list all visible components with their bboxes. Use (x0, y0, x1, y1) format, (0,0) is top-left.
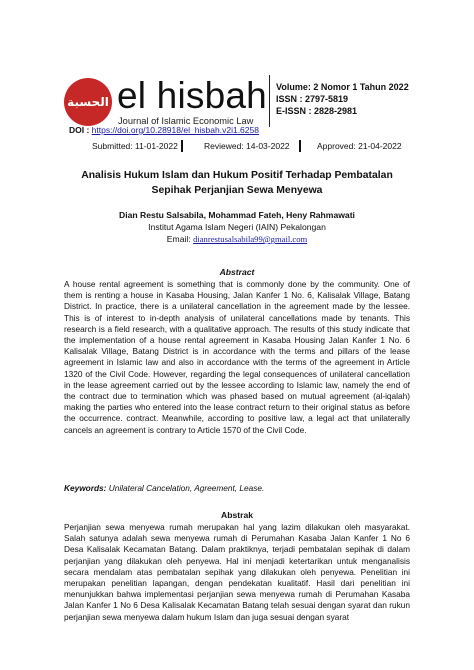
issn-block (276, 81, 409, 117)
abstract-heading: Abstract (219, 267, 255, 277)
journal-logo-icon (64, 78, 112, 126)
doi-link[interactable]: https://doi.org/10.28918/el_hisbah.v2i1.6258 (91, 125, 259, 135)
paper-affiliation: Institut Agama Islam Negeri (IAIN) Pekalongan (148, 222, 326, 232)
abstrak-text: Perjanjian sewa menyewa rumah merupakan hal yang lazim dilakukan oleh masyarakat. Salah satunya adalah sewa menyewa rumah di Perumahan Kasaba Jalan Kanfer 1 No 6 Desa Kalisalak Kecamatan Batang. Dalam praktiknya, terjadi pembatalan sepihak di dalam perjanjian yang dilakukan oleh penyewa. Hal ini menjadi ketertarikan untuk menganalisis secara mendalam atas pembatalan sepihak yang dilakukan oleh penyewa. Penelitian ini merupakan penelitian lapangan, dengan pendekatan kualitatif. Hasil dari penelitian ini menunjukkan bahwa implementasi perjanjian sewa menyewa rumah di Perumahan Kasaba Jalan Kanfer 1 No 6 Desa Kalisalak Kecamatan Batang telah sesuai dengan syarat dan rukun perjanjian sewa menyewa dalam hukum Islam dan juga sesuai dengan syarat (64, 522, 410, 622)
submitted-date: Submitted: 11-01-2022 (92, 141, 178, 151)
keywords-text: Unilateral Cancelation, Agreement, Lease. (106, 483, 265, 493)
logo-text: الحسبة (67, 95, 109, 109)
email-line (64, 234, 410, 244)
abstract-text: A house rental agreement is something that is commonly done by the community. One of them is renting a house in Kasaba Housing, Jalan Kanfer 1 No. 6, Kalisalak Village, Batang District. In practice, there is a unilateral cancellation in the agreement made by the lessee. This is of interest to in-depth analysis of unilateral cancellations made by tenants. This research is a field research, with a qualitative approach. The results of this study indicate that the implementation of a house rental agreement in Kasaba Housing Jalan Kanfer 1 No. 6 Kalisalak Village, Batang District is in accordance with the terms and pillars of the lease agreement in Islamic law and also in accordance with the terms of the agreement in Article 1320 of the Civil Code. However, regarding the legal consequences of unilateral cancellation in the lease agreement carried out by the lessee according to Islamic law, namely the end of the contract due to termination which was phased based on mutual agreement (al-iqalah) making the parties who entered into the lease contract return to their original status as before the occurrence. contract. Meanwhile, according to positive law, a legal act that unilaterally cancels an agreement is contrary to Article 1570 of the Civil Code. (64, 279, 410, 435)
paper-authors: Dian Restu Salsabila, Mohammad Fateh, Heny Rahmawati (119, 210, 355, 220)
keywords-label: Keywords: (64, 483, 107, 493)
volume-info: Volume: 2 Nomor 1 Tahun 2022 (276, 82, 409, 92)
abstrak-heading: Abstrak (221, 510, 253, 520)
approved-date: Approved: 21-04-2022 (317, 141, 402, 151)
doi-label: DOI : (69, 125, 92, 135)
email-address[interactable]: dianrestusalsabila99@gmail.com (193, 234, 308, 244)
paper-title: Analisis Hukum Islam dan Hukum Positif Terhadap Pembatalan Sepihak Perjanjian Sewa Menyewa (81, 170, 393, 196)
keywords-line (64, 483, 410, 493)
journal-name: el hisbah (117, 75, 267, 116)
issn: ISSN : 2797-5819 (276, 94, 349, 104)
dates-row (64, 139, 410, 153)
doi-line (69, 125, 259, 135)
journal-subtitle: Journal of Islamic Economic Law (118, 116, 254, 126)
date-separator (181, 140, 183, 152)
header-divider (269, 75, 270, 127)
reviewed-date: Reviewed: 14-03-2022 (204, 141, 290, 151)
eissn: E-ISSN : 2828-2981 (276, 106, 358, 116)
email-label: Email: (166, 234, 194, 244)
date-separator (299, 140, 301, 152)
